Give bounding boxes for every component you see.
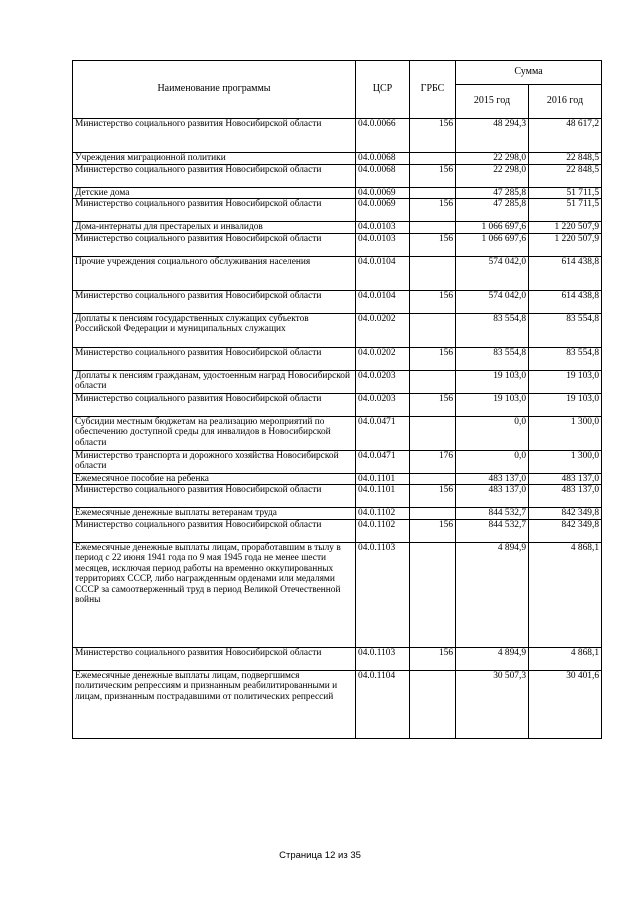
table-row	[73, 485, 602, 508]
cell-sum-2016: 1 220 507,9	[529, 233, 602, 256]
cell-sum-2016: 842 349,8	[529, 508, 602, 520]
cell-program-name: Субсидии местным бюджетам на реализацию мероприятий по обеспечению доступной среды для инвалидов в Новосибирской области	[73, 416, 356, 450]
cell-csr: 04.0.1104	[356, 670, 410, 738]
table-row	[73, 256, 602, 290]
table-row	[73, 199, 602, 222]
cell-sum-2016: 614 438,8	[529, 256, 602, 290]
cell-program-name: Министерство социального развития Новосибирской области	[73, 199, 356, 222]
cell-csr: 04.0.1102	[356, 519, 410, 542]
cell-csr: 04.0.0068	[356, 164, 410, 187]
cell-sum-2015: 4 894,9	[456, 542, 529, 647]
cell-program-name: Доплаты к пенсиям государственных служащих субъектов Российской Федерации и муниципальных служащих	[73, 313, 356, 347]
cell-grbs: 176	[410, 450, 456, 473]
cell-program-name: Министерство социального развития Новосибирской области	[73, 647, 356, 670]
cell-sum-2016: 483 137,0	[529, 485, 602, 508]
cell-csr: 04.0.0203	[356, 393, 410, 416]
cell-sum-2015: 47 285,8	[456, 187, 529, 199]
cell-sum-2016: 842 349,8	[529, 519, 602, 542]
cell-sum-2015: 48 294,3	[456, 119, 529, 153]
cell-grbs: 156	[410, 290, 456, 313]
cell-csr: 04.0.0471	[356, 450, 410, 473]
table-row	[73, 542, 602, 647]
cell-program-name: Ежемесячное пособие на ребенка	[73, 473, 356, 485]
cell-grbs	[410, 187, 456, 199]
cell-program-name: Доплаты к пенсиям гражданам, удостоенным наград Новосибирской области	[73, 370, 356, 393]
cell-grbs: 156	[410, 119, 456, 153]
cell-sum-2015: 844 532,7	[456, 519, 529, 542]
cell-csr: 04.0.0104	[356, 256, 410, 290]
cell-sum-2016: 30 401,6	[529, 670, 602, 738]
cell-program-name: Министерство социального развития Новосибирской области	[73, 519, 356, 542]
table-row	[73, 290, 602, 313]
cell-csr: 04.0.1102	[356, 508, 410, 520]
cell-sum-2015: 1 066 697,6	[456, 233, 529, 256]
cell-sum-2016: 83 554,8	[529, 347, 602, 370]
table-row	[73, 647, 602, 670]
header-year-2016: 2016 год	[529, 85, 602, 119]
cell-csr: 04.0.0069	[356, 199, 410, 222]
cell-sum-2015: 4 894,9	[456, 647, 529, 670]
table-row	[73, 670, 602, 738]
cell-sum-2016: 51 711,5	[529, 187, 602, 199]
cell-sum-2015: 0,0	[456, 416, 529, 450]
cell-sum-2015: 0,0	[456, 450, 529, 473]
cell-sum-2016: 1 300,0	[529, 450, 602, 473]
cell-csr: 04.0.0066	[356, 119, 410, 153]
cell-grbs	[410, 473, 456, 485]
cell-sum-2016: 1 220 507,9	[529, 222, 602, 234]
cell-csr: 04.0.0104	[356, 290, 410, 313]
cell-sum-2016: 614 438,8	[529, 290, 602, 313]
cell-sum-2015: 19 103,0	[456, 370, 529, 393]
cell-program-name: Министерство социального развития Новосибирской области	[73, 347, 356, 370]
cell-grbs	[410, 416, 456, 450]
cell-sum-2015: 19 103,0	[456, 393, 529, 416]
cell-sum-2016: 4 868,1	[529, 542, 602, 647]
table-row	[73, 508, 602, 520]
cell-sum-2016: 483 137,0	[529, 473, 602, 485]
cell-sum-2015: 83 554,8	[456, 313, 529, 347]
table-row	[73, 450, 602, 473]
cell-csr: 04.0.0471	[356, 416, 410, 450]
cell-grbs	[410, 313, 456, 347]
cell-sum-2016: 22 848,5	[529, 164, 602, 187]
header-year-2015: 2015 год	[456, 85, 529, 119]
cell-csr: 04.0.1101	[356, 485, 410, 508]
cell-grbs	[410, 222, 456, 234]
cell-csr: 04.0.0069	[356, 187, 410, 199]
cell-sum-2015: 483 137,0	[456, 473, 529, 485]
table-row	[73, 119, 602, 153]
cell-csr: 04.0.1103	[356, 647, 410, 670]
cell-program-name: Учреждения миграционной политики	[73, 153, 356, 165]
table-row	[73, 153, 602, 165]
cell-sum-2016: 51 711,5	[529, 199, 602, 222]
cell-csr: 04.0.0068	[356, 153, 410, 165]
cell-csr: 04.0.0103	[356, 233, 410, 256]
header-program-name: Наименование программы	[73, 61, 356, 119]
cell-grbs: 156	[410, 199, 456, 222]
table-row	[73, 347, 602, 370]
cell-program-name: Министерство социального развития Новосибирской области	[73, 485, 356, 508]
page-footer: Страница 12 из 35	[279, 850, 361, 861]
cell-sum-2016: 19 103,0	[529, 393, 602, 416]
header-sum: Сумма	[456, 61, 602, 85]
cell-csr: 04.0.0203	[356, 370, 410, 393]
header-grbs: ГРБС	[410, 61, 456, 119]
cell-program-name: Ежемесячные денежные выплаты лицам, проработавшим в тылу в период с 22 июня 1941 года по 9 мая 1945 года не менее шести месяцев, исключая период работы на временно оккупированных территориях СССР, либо награжденным орденами или медалями СССР за самоотверженный труд в период Великой Отечественной войны	[73, 542, 356, 647]
cell-grbs: 156	[410, 347, 456, 370]
cell-grbs: 156	[410, 164, 456, 187]
cell-program-name: Министерство социального развития Новосибирской области	[73, 290, 356, 313]
table-row	[73, 164, 602, 187]
cell-program-name: Ежемесячные денежные выплаты ветеранам труда	[73, 508, 356, 520]
cell-grbs	[410, 153, 456, 165]
table-row	[73, 393, 602, 416]
cell-grbs	[410, 508, 456, 520]
cell-grbs: 156	[410, 519, 456, 542]
table-row	[73, 473, 602, 485]
cell-program-name: Министерство социального развития Новосибирской области	[73, 233, 356, 256]
cell-grbs: 156	[410, 647, 456, 670]
budget-table	[72, 60, 602, 739]
cell-sum-2015: 22 298,0	[456, 153, 529, 165]
table-row	[73, 416, 602, 450]
cell-sum-2015: 574 042,0	[456, 290, 529, 313]
cell-sum-2015: 22 298,0	[456, 164, 529, 187]
cell-sum-2015: 83 554,8	[456, 347, 529, 370]
cell-sum-2016: 83 554,8	[529, 313, 602, 347]
cell-sum-2016: 19 103,0	[529, 370, 602, 393]
cell-grbs: 156	[410, 393, 456, 416]
cell-grbs	[410, 670, 456, 738]
cell-grbs: 156	[410, 233, 456, 256]
cell-sum-2015: 1 066 697,6	[456, 222, 529, 234]
cell-program-name: Министерство транспорта и дорожного хозяйства Новосибирской области	[73, 450, 356, 473]
table-row	[73, 222, 602, 234]
cell-grbs	[410, 256, 456, 290]
cell-csr: 04.0.1101	[356, 473, 410, 485]
table-row	[73, 313, 602, 347]
header-csr: ЦСР	[356, 61, 410, 119]
cell-csr: 04.0.0103	[356, 222, 410, 234]
cell-program-name: Прочие учреждения социального обслуживания населения	[73, 256, 356, 290]
cell-sum-2016: 48 617,2	[529, 119, 602, 153]
cell-program-name: Министерство социального развития Новосибирской области	[73, 393, 356, 416]
cell-grbs	[410, 370, 456, 393]
table-row	[73, 233, 602, 256]
table-row	[73, 187, 602, 199]
cell-csr: 04.0.1103	[356, 542, 410, 647]
table-row	[73, 370, 602, 393]
cell-program-name: Ежемесячные денежные выплаты лицам, подвергшимся политическим репрессиям и признанным реабилитированными и лицам, признанным пострадавшими от политических репрессий	[73, 670, 356, 738]
cell-sum-2016: 4 868,1	[529, 647, 602, 670]
cell-sum-2016: 1 300,0	[529, 416, 602, 450]
cell-grbs	[410, 542, 456, 647]
cell-sum-2015: 47 285,8	[456, 199, 529, 222]
cell-sum-2016: 22 848,5	[529, 153, 602, 165]
cell-sum-2015: 574 042,0	[456, 256, 529, 290]
cell-grbs: 156	[410, 485, 456, 508]
cell-csr: 04.0.0202	[356, 313, 410, 347]
table-row	[73, 519, 602, 542]
cell-program-name: Министерство социального развития Новосибирской области	[73, 164, 356, 187]
cell-program-name: Министерство социального развития Новосибирской области	[73, 119, 356, 153]
cell-sum-2015: 30 507,3	[456, 670, 529, 738]
cell-sum-2015: 483 137,0	[456, 485, 529, 508]
cell-program-name: Детские дома	[73, 187, 356, 199]
cell-csr: 04.0.0202	[356, 347, 410, 370]
cell-program-name: Дома-интернаты для престарелых и инвалидов	[73, 222, 356, 234]
cell-sum-2015: 844 532,7	[456, 508, 529, 520]
